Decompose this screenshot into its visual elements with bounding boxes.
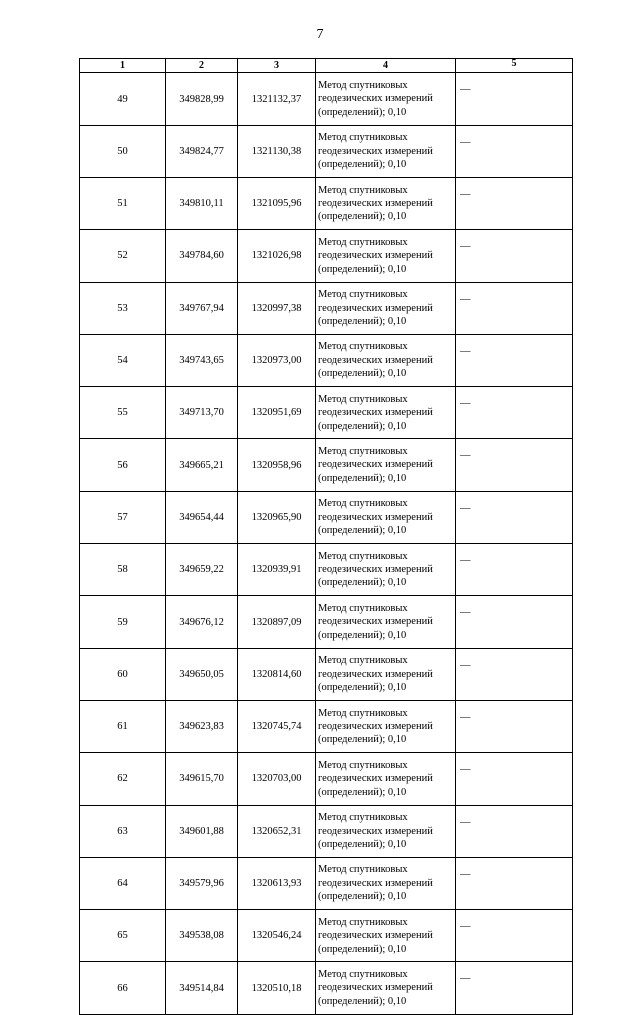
y-coordinate-cell: 1320951,69 (238, 387, 316, 439)
method-cell (316, 544, 456, 596)
y-coordinate-cell: 1320973,00 (238, 334, 316, 386)
method-line: (определений); 0,10 (318, 106, 407, 118)
method-line: геодезических измерений (318, 511, 433, 523)
x-coordinate-cell: 349650,05 (166, 648, 238, 700)
note-cell: — (456, 439, 573, 491)
method-line: (определений); 0,10 (318, 420, 407, 432)
note-cell: — (456, 178, 573, 230)
method-line: Метод спутниковых (318, 498, 408, 510)
method-line: (определений); 0,10 (318, 891, 407, 903)
method-line: Метод спутниковых (318, 132, 408, 144)
method-line: геодезических измерений (318, 564, 433, 576)
method-line: Метод спутниковых (318, 707, 408, 719)
method-line: геодезических измерений (318, 302, 433, 314)
method-cell (316, 962, 456, 1014)
x-coordinate-cell: 349713,70 (166, 387, 238, 439)
method-line: (определений); 0,10 (318, 786, 407, 798)
note-cell: — (456, 73, 573, 125)
table-row (80, 439, 573, 491)
method-line: (определений); 0,10 (318, 472, 407, 484)
y-coordinate-cell: 1320965,90 (238, 491, 316, 543)
point-number-cell: 55 (80, 387, 166, 439)
method-line: (определений); 0,10 (318, 159, 407, 171)
x-coordinate-cell: 349824,77 (166, 125, 238, 177)
note-cell: — (456, 125, 573, 177)
method-line: геодезических измерений (318, 720, 433, 732)
x-coordinate-cell: 349514,84 (166, 962, 238, 1014)
method-cell (316, 700, 456, 752)
point-number-cell: 57 (80, 491, 166, 543)
method-line: Метод спутниковых (318, 341, 408, 353)
table-row (80, 387, 573, 439)
method-cell (316, 648, 456, 700)
method-line: (определений); 0,10 (318, 943, 407, 955)
x-coordinate-cell: 349579,96 (166, 857, 238, 909)
point-number-cell: 51 (80, 178, 166, 230)
note-cell: — (456, 700, 573, 752)
method-line: (определений); 0,10 (318, 629, 407, 641)
method-line: (определений); 0,10 (318, 995, 407, 1007)
method-cell (316, 805, 456, 857)
table-row (80, 910, 573, 962)
y-coordinate-cell: 1320703,00 (238, 753, 316, 805)
x-coordinate-cell: 349659,22 (166, 544, 238, 596)
method-line: геодезических измерений (318, 354, 433, 366)
table-row (80, 73, 573, 125)
point-number-cell: 61 (80, 700, 166, 752)
note-cell: — (456, 962, 573, 1014)
point-number-cell: 49 (80, 73, 166, 125)
method-line: (определений); 0,10 (318, 525, 407, 537)
y-coordinate-cell: 1320613,93 (238, 857, 316, 909)
table-row (80, 648, 573, 700)
method-line: Метод спутниковых (318, 812, 408, 824)
y-coordinate-cell: 1320939,91 (238, 544, 316, 596)
method-cell (316, 387, 456, 439)
method-cell (316, 439, 456, 491)
method-cell (316, 178, 456, 230)
y-coordinate-cell: 1320897,09 (238, 596, 316, 648)
point-number-cell: 59 (80, 596, 166, 648)
method-line: Метод спутниковых (318, 446, 408, 458)
method-line: геодезических измерений (318, 982, 433, 994)
method-cell (316, 491, 456, 543)
table-row (80, 491, 573, 543)
note-cell: — (456, 282, 573, 334)
x-coordinate-cell: 349601,88 (166, 805, 238, 857)
y-coordinate-cell: 1320997,38 (238, 282, 316, 334)
point-number-cell: 50 (80, 125, 166, 177)
note-cell: — (456, 910, 573, 962)
method-line: Метод спутниковых (318, 393, 408, 405)
table-row (80, 596, 573, 648)
method-line: геодезических измерений (318, 877, 433, 889)
method-line: (определений); 0,10 (318, 263, 407, 275)
method-cell (316, 596, 456, 648)
method-line: Метод спутниковых (318, 655, 408, 667)
method-line: Метод спутниковых (318, 968, 408, 980)
method-cell (316, 125, 456, 177)
y-coordinate-cell: 1321132,37 (238, 73, 316, 125)
x-coordinate-cell: 349538,08 (166, 910, 238, 962)
y-coordinate-cell: 1320652,31 (238, 805, 316, 857)
method-line: геодезических измерений (318, 250, 433, 262)
method-cell (316, 230, 456, 282)
point-number-cell: 66 (80, 962, 166, 1014)
method-line: (определений); 0,10 (318, 734, 407, 746)
method-line: Метод спутниковых (318, 602, 408, 614)
x-coordinate-cell: 349784,60 (166, 230, 238, 282)
point-number-cell: 65 (80, 910, 166, 962)
note-cell: — (456, 334, 573, 386)
point-number-cell: 63 (80, 805, 166, 857)
method-line: геодезических измерений (318, 616, 433, 628)
table-row (80, 753, 573, 805)
table-row (80, 544, 573, 596)
table-row (80, 282, 573, 334)
method-line: (определений); 0,10 (318, 315, 407, 327)
method-line: геодезических измерений (318, 773, 433, 785)
y-coordinate-cell: 1320745,74 (238, 700, 316, 752)
method-cell (316, 73, 456, 125)
method-line: Метод спутниковых (318, 759, 408, 771)
table-row (80, 178, 573, 230)
x-coordinate-cell: 349615,70 (166, 753, 238, 805)
note-cell: — (456, 596, 573, 648)
method-line: геодезических измерений (318, 93, 433, 105)
page-number: 7 (316, 27, 324, 42)
point-number-cell: 60 (80, 648, 166, 700)
method-line: (определений); 0,10 (318, 577, 407, 589)
method-cell (316, 282, 456, 334)
table-row (80, 962, 573, 1014)
column-header: 2 (166, 59, 238, 73)
method-line: геодезических измерений (318, 459, 433, 471)
x-coordinate-cell: 349665,21 (166, 439, 238, 491)
point-number-cell: 64 (80, 857, 166, 909)
point-number-cell: 53 (80, 282, 166, 334)
method-line: Метод спутниковых (318, 864, 408, 876)
method-line: (определений); 0,10 (318, 682, 407, 694)
y-coordinate-cell: 1320814,60 (238, 648, 316, 700)
method-line: Метод спутниковых (318, 236, 408, 248)
y-coordinate-cell: 1320510,18 (238, 962, 316, 1014)
table-body (80, 73, 573, 1014)
table-header-row (80, 59, 573, 73)
method-line: Метод спутниковых (318, 916, 408, 928)
point-number-cell: 56 (80, 439, 166, 491)
method-line: геодезических измерений (318, 407, 433, 419)
method-line: геодезических измерений (318, 145, 433, 157)
y-coordinate-cell: 1321130,38 (238, 125, 316, 177)
y-coordinate-cell: 1320546,24 (238, 910, 316, 962)
method-cell (316, 753, 456, 805)
column-header: 4 (316, 59, 456, 73)
table-row (80, 700, 573, 752)
method-line: Метод спутниковых (318, 550, 408, 562)
x-coordinate-cell: 349676,12 (166, 596, 238, 648)
x-coordinate-cell: 349828,99 (166, 73, 238, 125)
method-line: геодезических измерений (318, 825, 433, 837)
method-line: (определений); 0,10 (318, 838, 407, 850)
method-cell (316, 910, 456, 962)
note-cell: — (456, 857, 573, 909)
x-coordinate-cell: 349743,65 (166, 334, 238, 386)
column-header: 5 (456, 59, 573, 73)
x-coordinate-cell: 349654,44 (166, 491, 238, 543)
method-line: (определений); 0,10 (318, 368, 407, 380)
y-coordinate-cell: 1321095,96 (238, 178, 316, 230)
y-coordinate-cell: 1321026,98 (238, 230, 316, 282)
method-line: геодезических измерений (318, 668, 433, 680)
coordinates-table (79, 58, 573, 1015)
method-line: Метод спутниковых (318, 289, 408, 301)
y-coordinate-cell: 1320958,96 (238, 439, 316, 491)
method-cell (316, 334, 456, 386)
table-row (80, 857, 573, 909)
point-number-cell: 62 (80, 753, 166, 805)
method-line: (определений); 0,10 (318, 211, 407, 223)
method-line: Метод спутниковых (318, 79, 408, 91)
x-coordinate-cell: 349810,11 (166, 178, 238, 230)
point-number-cell: 52 (80, 230, 166, 282)
x-coordinate-cell: 349767,94 (166, 282, 238, 334)
point-number-cell: 54 (80, 334, 166, 386)
method-line: геодезических измерений (318, 197, 433, 209)
table-row (80, 334, 573, 386)
method-line: геодезических измерений (318, 930, 433, 942)
point-number-cell: 58 (80, 544, 166, 596)
x-coordinate-cell: 349623,83 (166, 700, 238, 752)
column-header: 1 (80, 59, 166, 73)
table-row (80, 805, 573, 857)
note-cell: — (456, 387, 573, 439)
column-header: 3 (238, 59, 316, 73)
table-row (80, 230, 573, 282)
note-cell: — (456, 491, 573, 543)
note-cell: — (456, 753, 573, 805)
table-row (80, 125, 573, 177)
note-cell: — (456, 230, 573, 282)
method-line: Метод спутниковых (318, 184, 408, 196)
method-cell (316, 857, 456, 909)
note-cell: — (456, 544, 573, 596)
note-cell: — (456, 805, 573, 857)
note-cell: — (456, 648, 573, 700)
